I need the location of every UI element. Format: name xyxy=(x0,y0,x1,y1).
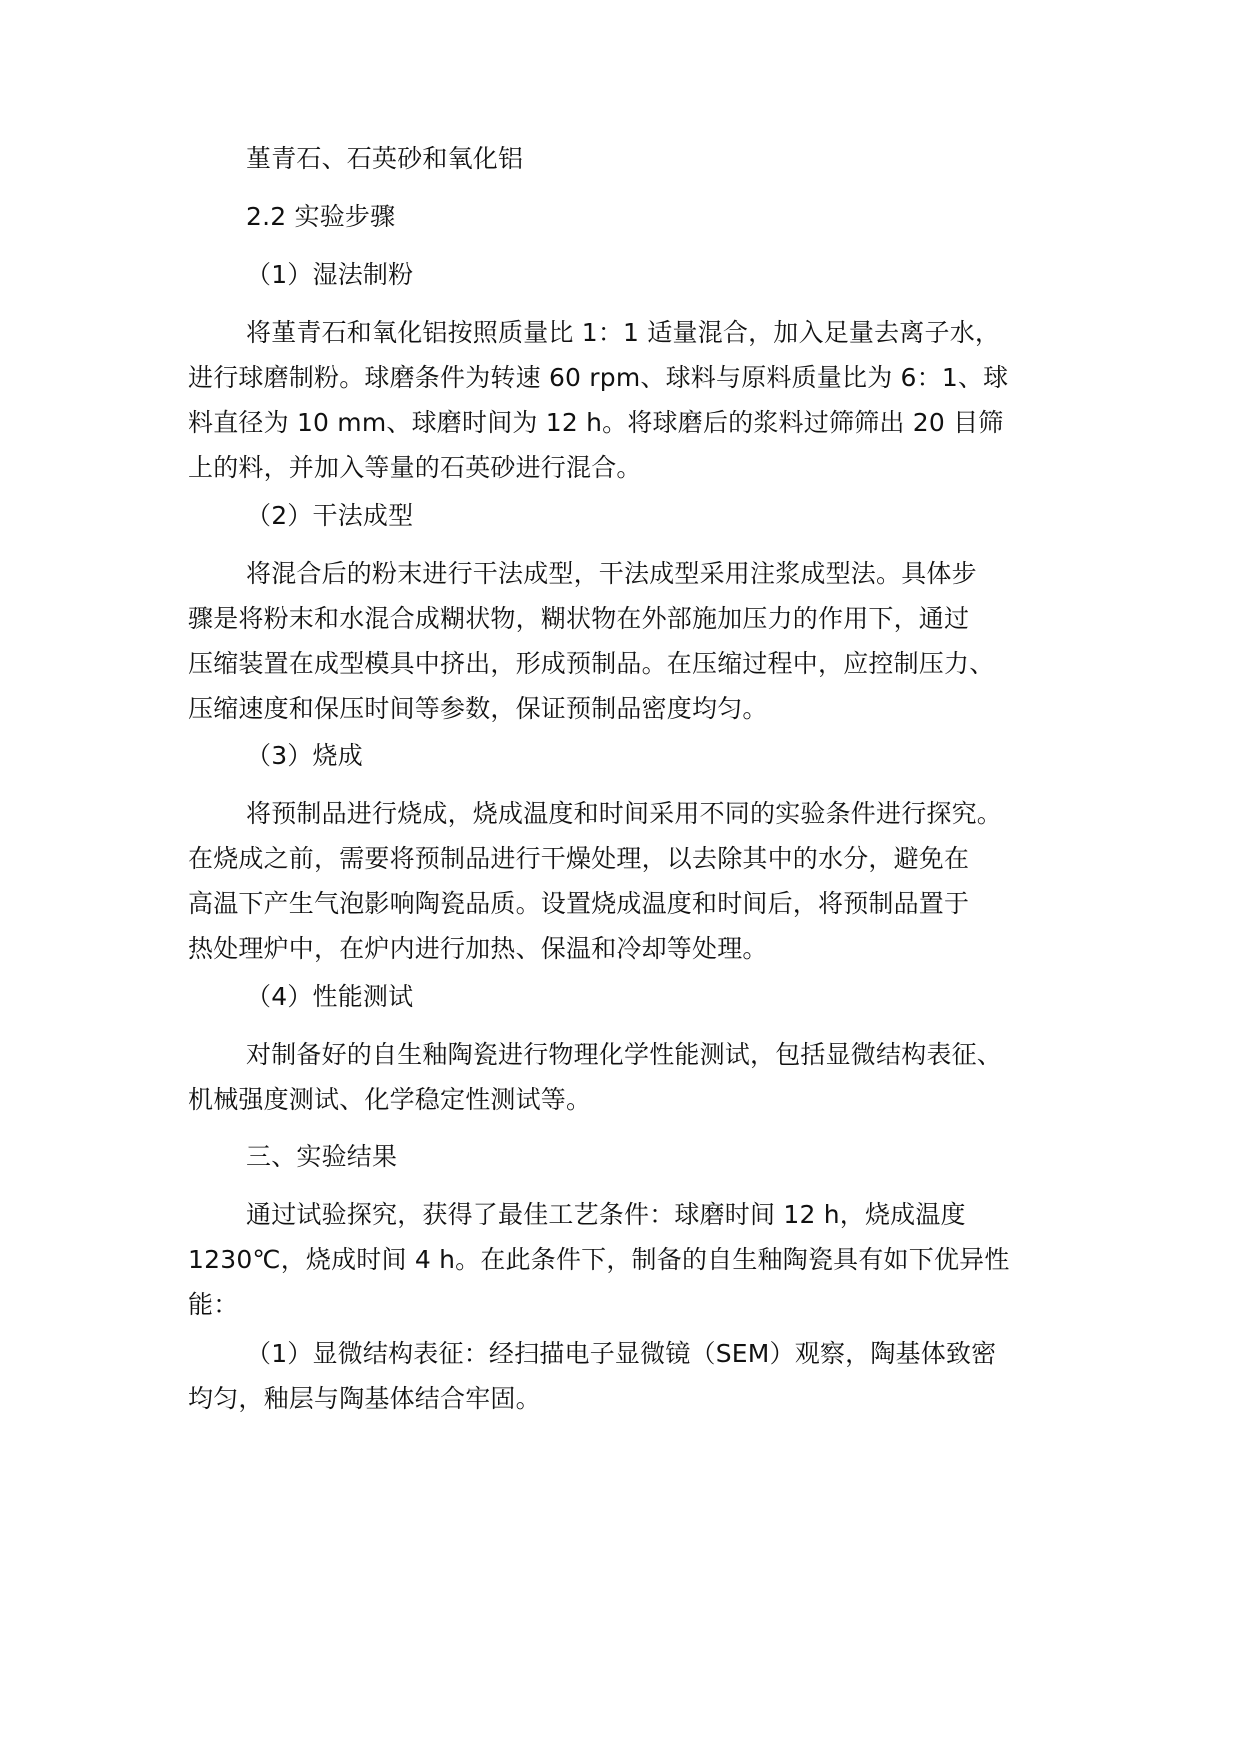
text-line: 骤是将粉末和水混合成糊状物，糊状物在外部施加压力的作用下，通过 xyxy=(188,604,970,633)
heading-line: （3）烧成 xyxy=(246,741,363,770)
section-heading-2-2 xyxy=(188,194,1068,239)
paragraph-results-summary xyxy=(188,1192,1068,1327)
paragraph-firing xyxy=(188,791,1068,971)
paragraph-dry-forming xyxy=(188,551,1068,731)
text-line: 压缩速度和保压时间等参数，保证预制品密度均匀。 xyxy=(188,694,768,723)
paragraph-wet-milling xyxy=(188,310,1068,490)
text-line: （1）显微结构表征：经扫描电子显微镜（SEM）观察，陶基体致密 xyxy=(246,1339,997,1368)
step-heading-performance-test xyxy=(188,974,1068,1019)
paragraph-microstructure xyxy=(188,1331,1068,1421)
text-line: 对制备好的自生釉陶瓷进行物理化学性能测试，包括显微结构表征、 xyxy=(246,1040,1003,1069)
section-heading-results xyxy=(188,1134,1068,1179)
text-line: 机械强度测试、化学稳定性测试等。 xyxy=(188,1085,592,1114)
text-line: 热处理炉中，在炉内进行加热、保温和冷却等处理。 xyxy=(188,934,768,963)
heading-line: （1）湿法制粉 xyxy=(246,260,414,289)
text-line: 将混合后的粉末进行干法成型，干法成型采用注浆成型法。具体步 xyxy=(246,559,977,588)
step-heading-firing xyxy=(188,733,1068,778)
text-line: 压缩装置在成型模具中挤出，形成预制品。在压缩过程中，应控制压力、 xyxy=(188,649,995,678)
step-heading-wet-milling xyxy=(188,252,1068,297)
text-materials-list xyxy=(188,136,1068,181)
heading-line: （2）干法成型 xyxy=(246,501,414,530)
text-line: 均匀，釉层与陶基体结合牢固。 xyxy=(188,1384,541,1413)
text-line: 通过试验探究，获得了最佳工艺条件：球磨时间 12 h，烧成温度 xyxy=(246,1200,966,1229)
text-line: 高温下产生气泡影响陶瓷品质。设置烧成温度和时间后，将预制品置于 xyxy=(188,889,970,918)
paragraph-performance-test xyxy=(188,1032,1068,1122)
text-line: 能： xyxy=(188,1290,239,1319)
text-line: 在烧成之前，需要将预制品进行干燥处理，以去除其中的水分，避免在 xyxy=(188,844,970,873)
step-heading-dry-forming xyxy=(188,493,1068,538)
heading-line: （4）性能测试 xyxy=(246,982,414,1011)
text-line: 上的料，并加入等量的石英砂进行混合。 xyxy=(188,453,642,482)
text-line: 将堇青石和氧化铝按照质量比 1：1 适量混合，加入足量去离子水， xyxy=(246,318,1001,347)
text-line: 进行球磨制粉。球磨条件为转速 60 rpm、球料与原料质量比为 6：1、球 xyxy=(188,363,1009,392)
heading-line: 2.2 实验步骤 xyxy=(246,202,396,231)
text-line: 1230℃，烧成时间 4 h。在此条件下，制备的自生釉陶瓷具有如下优异性 xyxy=(188,1245,1010,1274)
heading-line: 三、实验结果 xyxy=(246,1142,398,1171)
text-line: 将预制品进行烧成，烧成温度和时间采用不同的实验条件进行探究。 xyxy=(246,799,1003,828)
text-line: 堇青石、石英砂和氧化铝 xyxy=(246,144,524,173)
text-line: 料直径为 10 mm、球磨时间为 12 h。将球磨后的浆料过筛筛出 20 目筛 xyxy=(188,408,1004,437)
